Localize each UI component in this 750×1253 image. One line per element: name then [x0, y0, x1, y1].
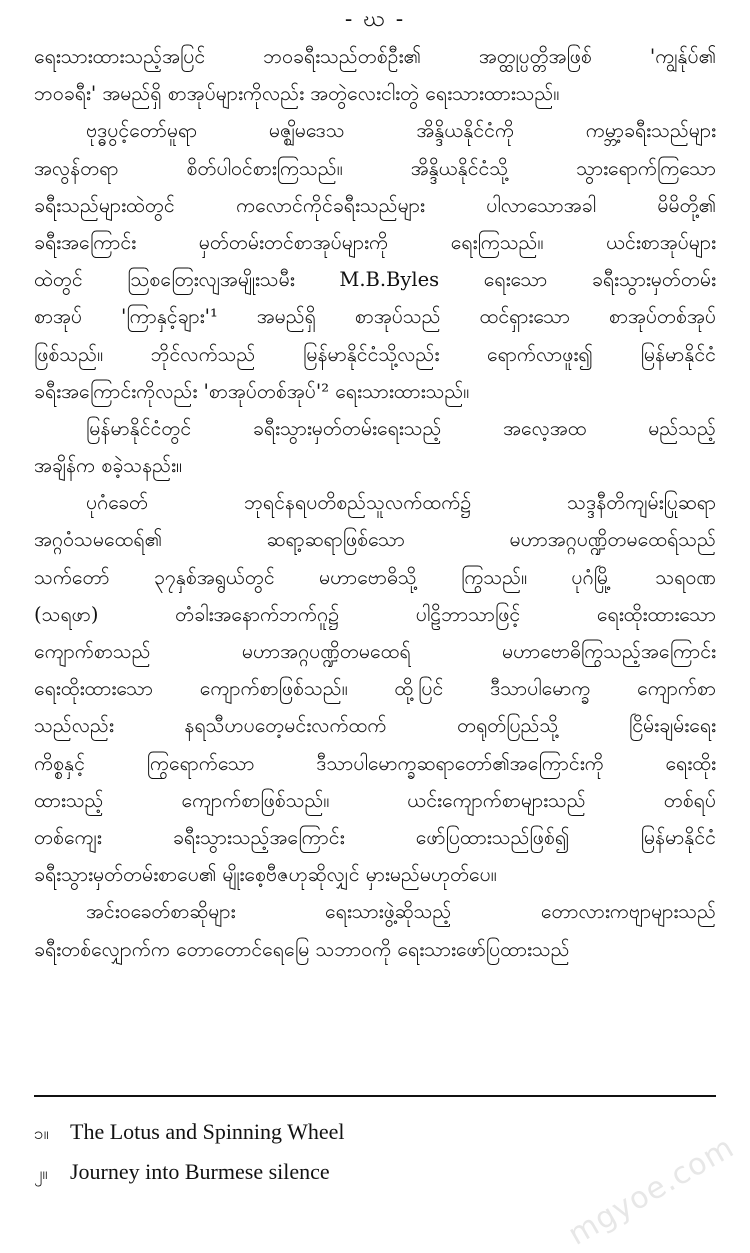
text-line: ခရီးသွားမှတ်တမ်းစာပေ၏ မျိုးစေ့ဗီဇဟုဆိုလျှင် မှားမည်မဟုတ်ပေ။ [34, 863, 497, 887]
text-line: သက်တော် ၃၇နှစ်အရွယ်တွင် မဟာဗောဓိသို့ ကြွသည်။ ပုဂံမြို့ သရဝဏ [34, 565, 716, 589]
watermark: mgyoe.com [561, 1129, 740, 1253]
text-line: ခရီးတစ်လျှောက်က တောတောင်ရေမြေ သဘာဝကို ရေးသားဖော်ပြထားသည် [34, 937, 570, 961]
page-number: - ဃ - [344, 7, 406, 32]
text-line: မြန်မာနိုင်ငံတွင် ခရီးသွားမှတ်တမ်းရေးသည့် အလေ့အထ မည်သည့် [86, 416, 716, 440]
text-line: ကျောက်စာသည် မဟာအဂ္ဂပဏ္ဍိတမထေရ် မဟာဗောဓိကြွသည့်အကြောင်း [34, 640, 716, 663]
text-line: ခရီးအကြောင်းကိုလည်း 'စာအုပ်တစ်အုပ်'² ရေးသားထားသည်။ [34, 379, 470, 403]
text-line: ပုဂံခေတ် ဘုရင်နရပတိစည်သူလက်ထက်၌ သဒ္ဒနီတိကျမ်းပြုဆရာ [86, 491, 716, 515]
text-line: အလွန်တရာ စိတ်ပါဝင်စားကြသည်။ အိန္ဒိယနိုင်ငံသို့ သွားရောက်ကြသော [34, 156, 716, 180]
text-line: အင်းဝခေတ်စာဆိုများ ရေးသားဖွဲ့ဆိုသည့် တောလားကဗျာများသည် [86, 900, 716, 924]
footnotes [34, 1112, 716, 1192]
footnote-text: The Lotus and Spinning Wheel [70, 1119, 345, 1144]
text-line: ဘဝခရီး' အမည်ရှိ စာအုပ်များကိုလည်း အတွဲလေးငါးတွဲ ရေးသားထားသည်။ [34, 82, 560, 106]
text-line: အဂ္ဂဝံသမထေရ်၏ ဆရာ့ဆရာဖြစ်သော မဟာအဂ္ဂပဏ္ဍိတမထေရ်သည် [34, 528, 716, 552]
text-line: ရေးထိုးထားသော ကျောက်စာဖြစ်သည်။ ထို့ပြင် ဒီသာပါမောက္ခ ကျောက်စာ [34, 677, 716, 701]
footnote-1 [34, 1112, 716, 1152]
text-line: ခရီးအကြောင်း မှတ်တမ်းတင်စာအုပ်များကို ရေးကြသည်။ ယင်းစာအုပ်များ [34, 230, 716, 254]
text-line: ရေးသားထားသည့်အပြင် ဘဝခရီးသည်တစ်ဦး၏ အတ္ထုပ္ပတ္တိအဖြစ် 'ကျွန်ုပ်၏ [34, 45, 716, 68]
footnote-text: Journey into Burmese silence [70, 1159, 330, 1184]
text-line: စာအုပ် 'ကြာနှင့်ချား'¹ အမည်ရှိ စာအုပ်သည် ထင်ရှားသော စာအုပ်တစ်အုပ် [34, 305, 716, 329]
body-text [34, 38, 716, 968]
text-line: အချိန်က စခဲ့သနည်း။ [34, 454, 182, 478]
text-line: ခရီးသည်များထဲတွင် ကလောင်ကိုင်ခရီးသည်များ ပါလာသောအခါ မိမိတို့၏ [34, 193, 716, 217]
text-line: တစ်ကျေး ခရီးသွားသည့်အကြောင်း ဖော်ပြထားသည်ဖြစ်၍ မြန်မာနိုင်ငံ [34, 825, 716, 849]
text-line: ဗုဒ္ဓပွင့်တော်မူရာ မဇ္ဈိမဒေသ အိန္ဒိယနိုင်ငံကို ကမ္ဘာ့ခရီးသည်များ [86, 119, 716, 143]
text-line: ကိစ္စနှင့် ကြွရောက်သော ဒီသာပါမောက္ခဆရာတော်၏အကြောင်းကို ရေးထိုး [34, 751, 716, 775]
text-line: (သရဖာ) တံခါးအနောက်ဘက်ဂူ၌ ပါဠိဘာသာဖြင့် ရေးထိုးထားသော [34, 602, 716, 626]
footnote-2 [34, 1152, 716, 1192]
footnote-number: ၁။ [34, 1124, 49, 1144]
text-line: ထဲတွင် ဩစတြေးလျအမျိုးသမီး M.B.Byles ရေးသော ခရီးသွားမှတ်တမ်း [34, 268, 716, 292]
text-line: ထားသည့် ကျောက်စာဖြစ်သည်။ ယင်းကျောက်စာများသည် တစ်ရပ် [34, 788, 716, 812]
footnote-number: ၂။ [34, 1164, 48, 1184]
text-line: သည်လည်း နရသီဟပတေ့မင်းလက်ထက် တရုတ်ပြည်သို့ ငြိမ်းချမ်းရေး [34, 714, 716, 738]
text-line: ဖြစ်သည်။ ဘိုင်လက်သည် မြန်မာနိုင်ငံသို့လည်း ရောက်လာဖူး၍ မြန်မာနိုင်ငံ [34, 342, 716, 366]
footnote-divider [34, 1095, 716, 1097]
